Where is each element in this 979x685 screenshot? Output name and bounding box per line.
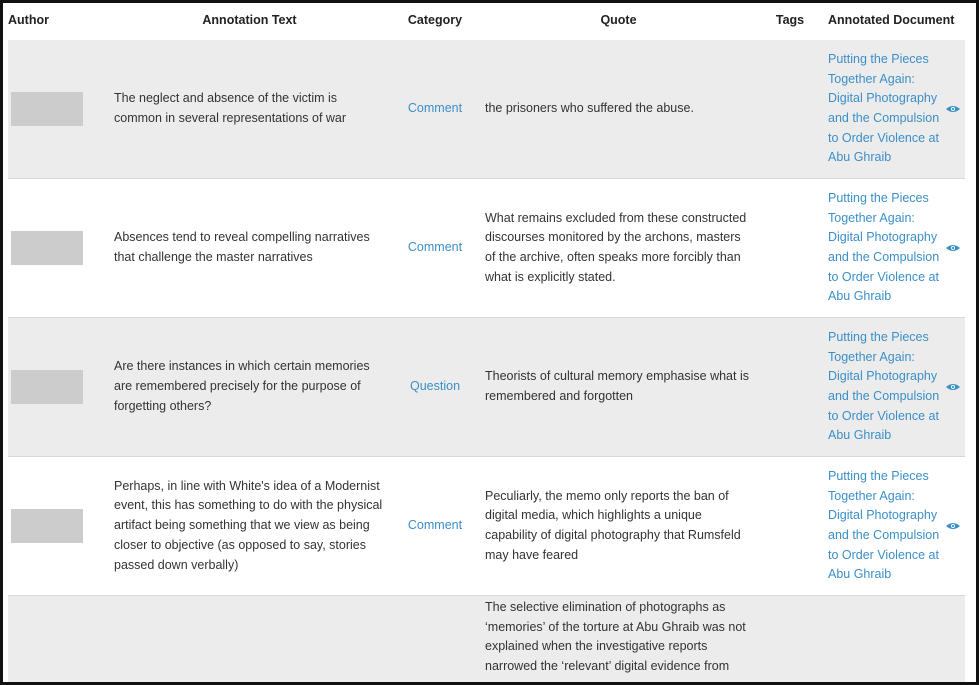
- table-row: [8, 40, 965, 179]
- document-cell: [820, 596, 965, 685]
- document-cell: [820, 40, 965, 179]
- annotation-text: The neglect and absence of the victim is common in several representations of war: [106, 40, 393, 179]
- annotations-table: [8, 0, 965, 685]
- author-redacted: [11, 509, 83, 543]
- category-link[interactable]: Comment: [393, 179, 477, 318]
- quote-text: What remains excluded from these constructed discourses monitored by the archons, masters of the archive, often speaks more forcibly than what is explicitly stated.: [477, 179, 760, 318]
- author-cell: [8, 318, 106, 457]
- table-row: [8, 318, 965, 457]
- quote-text: Theorists of cultural memory emphasise what is remembered and forgotten: [477, 318, 760, 457]
- header-author[interactable]: Author: [8, 12, 49, 27]
- table-header: [8, 0, 965, 40]
- quote-text: Peculiarly, the memo only reports the ban of digital media, which highlights a unique capability of digital photography that Rumsfeld may have feared: [477, 457, 760, 596]
- annotation-text: [106, 596, 393, 685]
- document-link[interactable]: Putting the Pieces Together Again: Digital Photography and the Compulsion to Order Violence at Abu Ghraib: [828, 329, 940, 443]
- document-cell: [820, 457, 965, 596]
- author-redacted: [11, 92, 83, 126]
- quote-text: the prisoners who suffered the abuse.: [477, 40, 760, 179]
- header-category[interactable]: Category: [407, 12, 463, 27]
- eye-icon[interactable]: [946, 522, 960, 530]
- header-tags[interactable]: Tags: [775, 12, 805, 27]
- author-cell: [8, 179, 106, 318]
- table-row: [8, 179, 965, 318]
- author-redacted: [11, 231, 83, 265]
- table-row: [8, 596, 965, 685]
- category-link[interactable]: Question: [393, 318, 477, 457]
- document-link[interactable]: Putting the Pieces Together Again: Digital Photography and the Compulsion to Order Violence at Abu Ghraib: [828, 190, 940, 304]
- header-annotation-text[interactable]: Annotation Text: [202, 12, 297, 27]
- tags-cell: [760, 596, 820, 685]
- table-row: [8, 457, 965, 596]
- eye-icon[interactable]: [946, 244, 960, 252]
- document-cell: [820, 318, 965, 457]
- tags-cell: [760, 179, 820, 318]
- author-cell: [8, 596, 106, 685]
- annotation-text: Perhaps, in line with White's idea of a Modernist event, this has something to do with the physical artifact being something that we view as being closer to objective (as opposed to say, stories passed down verbally): [106, 457, 393, 596]
- tags-cell: [760, 457, 820, 596]
- annotation-text: Absences tend to reveal compelling narratives that challenge the master narratives: [106, 179, 393, 318]
- category-cell: [393, 596, 477, 685]
- document-link[interactable]: Putting the Pieces Together Again: Digital Photography and the Compulsion to Order Violence at Abu Ghraib: [828, 51, 940, 165]
- quote-text: The selective elimination of photographs as ‘memories’ of the torture at Abu Ghraib was not explained when the investigative reports narrowed the ‘relevant’ digital evidence from: [477, 596, 760, 685]
- document-link[interactable]: Putting the Pieces Together Again: Digital Photography and the Compulsion to Order Violence at Abu Ghraib: [828, 468, 940, 582]
- document-cell: [820, 179, 965, 318]
- author-cell: [8, 40, 106, 179]
- category-link[interactable]: Comment: [393, 457, 477, 596]
- header-annotated-document[interactable]: Annotated Document: [828, 12, 955, 27]
- tags-cell: [760, 318, 820, 457]
- header-quote[interactable]: Quote: [600, 12, 637, 27]
- eye-icon[interactable]: [946, 383, 960, 391]
- annotation-text: Are there instances in which certain memories are remembered precisely for the purpose of forgetting others?: [106, 318, 393, 457]
- author-cell: [8, 457, 106, 596]
- author-redacted: [11, 370, 83, 404]
- category-link[interactable]: Comment: [393, 40, 477, 179]
- tags-cell: [760, 40, 820, 179]
- eye-icon[interactable]: [946, 105, 960, 113]
